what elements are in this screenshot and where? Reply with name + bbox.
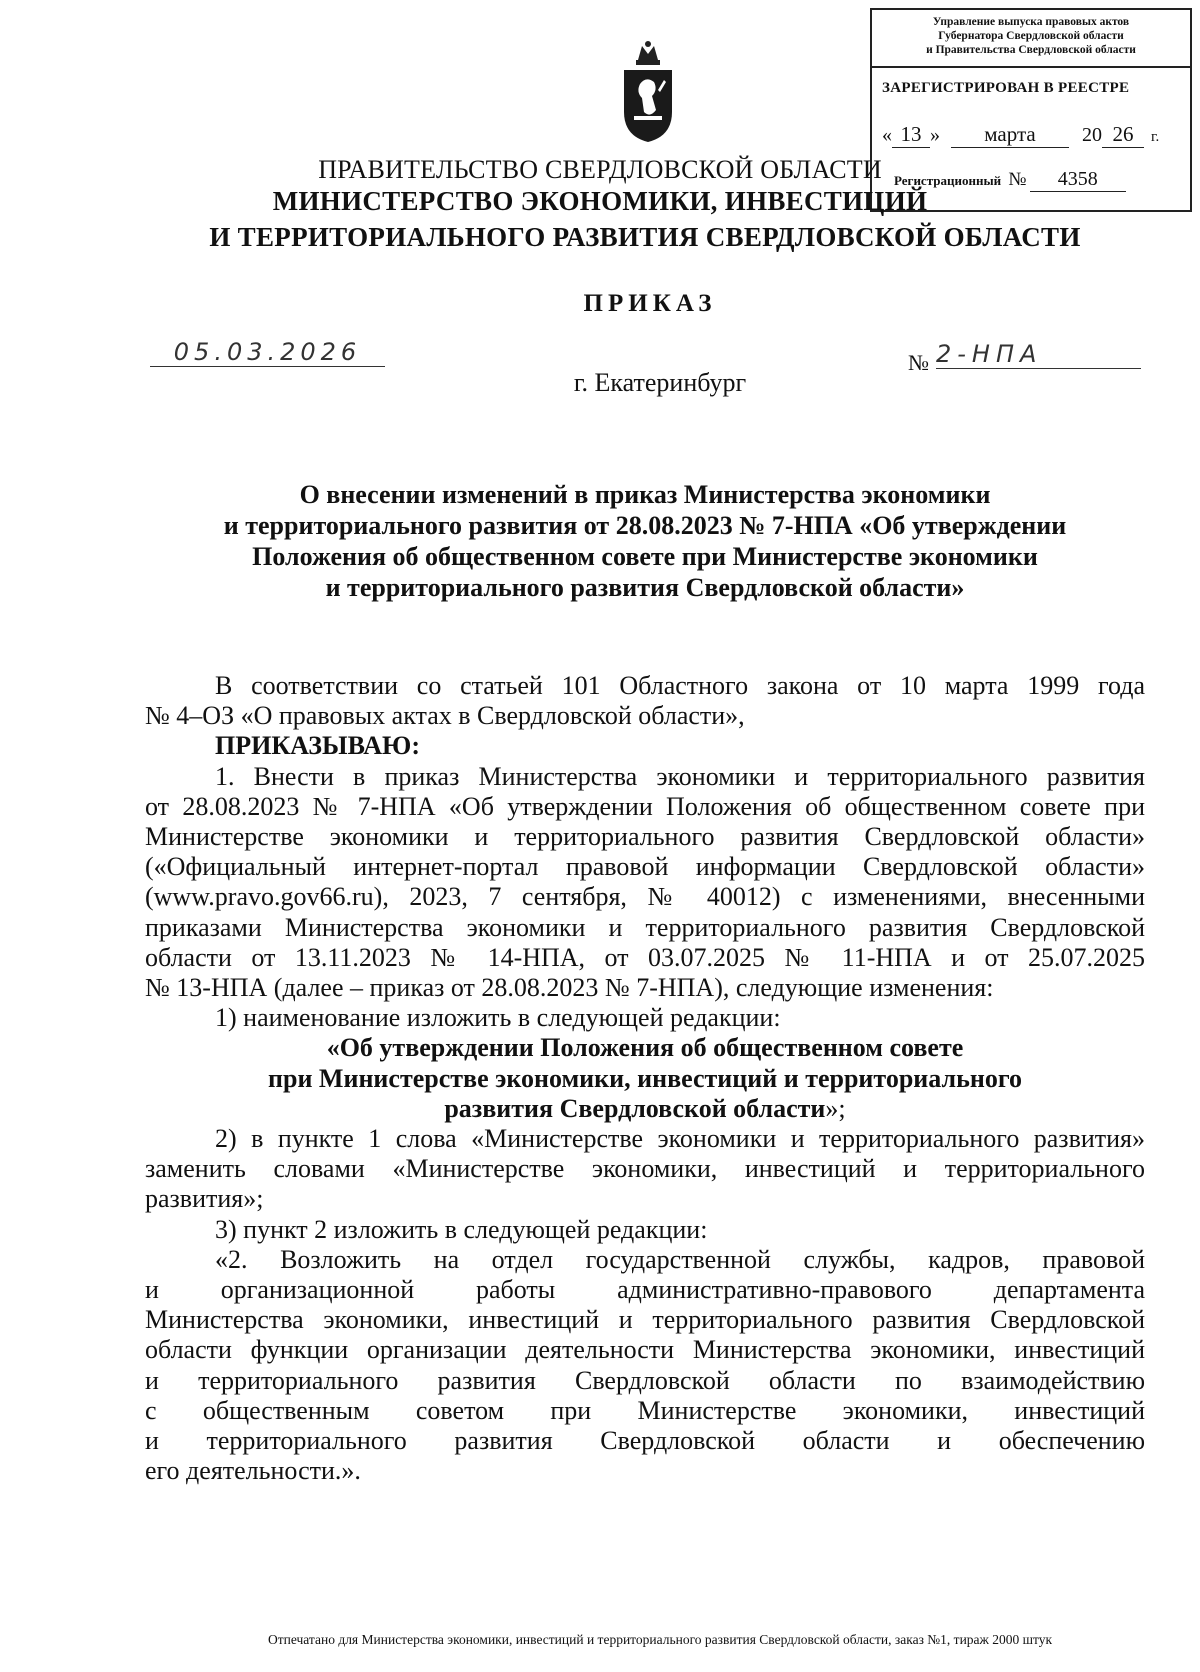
ministry-name-line2: И ТЕРРИТОРИАЛЬНОГО РАЗВИТИЯ СВЕРДЛОВСКОЙ ОБЛАСТИ: [209, 222, 1081, 252]
body-line: заменить словами «Министерстве экономики, инвестиций и территориального: [145, 1154, 1145, 1184]
stamp-day: 13: [892, 122, 930, 148]
quoted-title-end: »;: [825, 1093, 846, 1123]
body-line: с общественным советом при Министерстве экономики, инвестиций: [145, 1395, 1145, 1425]
order-date: 05.03.2026: [150, 338, 385, 367]
stamp-open-quote: «: [882, 124, 892, 146]
stamp-year-abbr: г.: [1151, 129, 1160, 145]
body-line: («Официальный интернет-портал правовой информации Свердловской области»: [145, 852, 1145, 882]
document-body: [145, 671, 1145, 1486]
coat-of-arms-emblem: [620, 40, 676, 144]
print-footer: Отпечатано для Министерства экономики, инвестиций и территориального развития Свердловской области, заказ №1, тираж 2000 штук: [267, 1632, 1053, 1647]
stamp-close-quote: »: [930, 124, 940, 146]
title-line: Положения об общественном совете при Министерстве экономики: [252, 542, 1038, 571]
order-number-sign: №: [908, 350, 929, 375]
stamp-year-suffix: 26: [1102, 122, 1144, 148]
title-line: и территориального развития Свердловской области»: [325, 573, 965, 602]
stamp-number: 4358: [1030, 168, 1126, 192]
body-line: от 28.08.2023 № 7-НПА «Об утверждении Положения об общественном совете при: [145, 791, 1145, 821]
document-type: ПРИКАЗ: [583, 290, 717, 317]
body-line: приказами Министерства экономики и территориального развития Свердловской: [145, 912, 1145, 942]
stamp-header-line: Губернатора Свердловской области: [938, 30, 1124, 42]
stamp-header-line: и Правительства Свердловской области: [926, 44, 1136, 56]
stamp-header-line: Управление выпуска правовых актов: [932, 16, 1130, 28]
stamp-number-sign: №: [1008, 169, 1027, 190]
stamp-month: марта: [951, 122, 1069, 148]
body-line: и организационной работы административно-правового департамента: [145, 1275, 1145, 1305]
body-line: 1. Внести в приказ Министерства экономики и территориального развития: [215, 761, 1145, 791]
quoted-title-line: при Министерстве экономики, инвестиций и территориального: [268, 1063, 1022, 1093]
body-line: Министерстве экономики и территориального развития Свердловской области»: [145, 822, 1145, 852]
body-line: № 13-НПА (далее – приказ от 28.08.2023 № 7-НПА), следующие изменения:: [145, 973, 994, 1003]
body-line: 1) наименование изложить в следующей редакции:: [215, 1003, 781, 1033]
title-line: О внесении изменений в приказ Министерства экономики: [299, 480, 991, 509]
body-line: Министерства экономики, инвестиций и территориального развития Свердловской: [145, 1305, 1145, 1335]
body-line: 3) пункт 2 изложить в следующей редакции:: [215, 1214, 708, 1244]
city: г. Екатеринбург: [573, 368, 747, 397]
quoted-title-text: развития Свердловской области: [444, 1093, 826, 1123]
stamp-year-prefix: 20: [1082, 124, 1102, 146]
body-line: № 4–ОЗ «О правовых актах в Свердловской области»,: [145, 701, 745, 731]
ministry-name-line1: МИНИСТЕРСТВО ЭКОНОМИКИ, ИНВЕСТИЦИЙ: [272, 186, 928, 216]
stamp-header: [872, 10, 1190, 68]
body-line: развития»;: [145, 1184, 264, 1214]
body-line: области функции организации деятельности Министерства экономики, инвестиций: [145, 1335, 1145, 1365]
body-line: области от 13.11.2023 № 14-НПА, от 03.07.2025 № 11-НПА и от 25.07.2025: [145, 942, 1145, 972]
government-name: ПРАВИТЕЛЬСТВО СВЕРДЛОВСКОЙ ОБЛАСТИ: [318, 155, 882, 184]
body-line: и территориального развития Свердловской области и обеспечению: [145, 1426, 1145, 1456]
body-line: «2. Возложить на отдел государственной службы, кадров, правовой: [215, 1244, 1145, 1274]
stamp-date: [882, 122, 1159, 148]
order-number: 2-НПА: [936, 340, 1141, 369]
body-line: его деятельности.».: [145, 1456, 361, 1486]
order-word: ПРИКАЗЫВАЮ:: [215, 731, 420, 761]
stamp-number-label: Регистрационный: [894, 173, 1002, 188]
body-line: (www.pravo.gov66.ru), 2023, 7 сентября, № 40012) с изменениями, внесенными: [145, 882, 1145, 912]
body-line: В соответствии со статьей 101 Областного закона от 10 марта 1999 года: [215, 671, 1145, 700]
quoted-title-line: «Об утверждении Положения об общественном совете: [326, 1033, 964, 1063]
stamp-registered-label: ЗАРЕГИСТРИРОВАН В РЕЕСТРЕ: [882, 80, 1130, 96]
body-line: и территориального развития Свердловской области по взаимодействию: [145, 1365, 1145, 1395]
title-line: и территориального развития от 28.08.2023 № 7-НПА «Об утверждении: [223, 511, 1067, 540]
quoted-title-line: [145, 1094, 1145, 1124]
body-line: 2) в пункте 1 слова «Министерстве экономики и территориального развития»: [215, 1124, 1145, 1154]
